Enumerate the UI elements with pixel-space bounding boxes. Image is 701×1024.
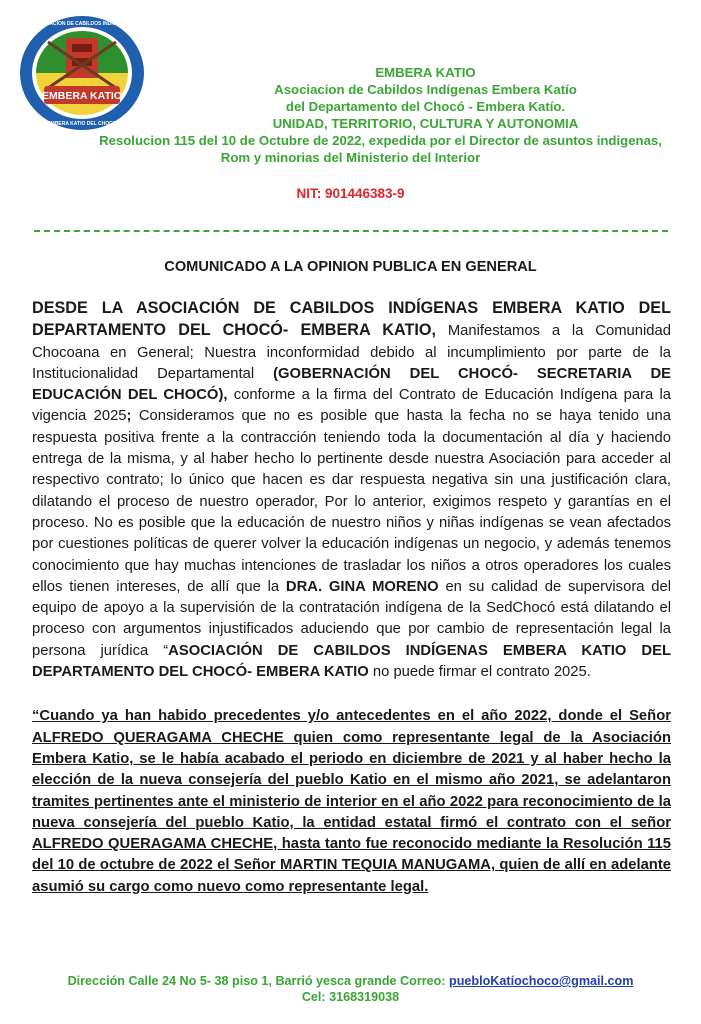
header-department: del Departamento del Chocó - Embera Katío.: [285, 99, 566, 114]
svg-text:EMBERA KATIO: EMBERA KATIO: [42, 90, 122, 102]
header-motto: UNIDAD, TERRITORIO, CULTURA Y AUTONOMIA: [272, 116, 579, 131]
header-association: Asociacion de Cabildos Indígenas Embera Katío: [274, 82, 577, 97]
text-segment: conforme a la firma del Contrato de Educación Indígena para la vigencia 2025: [32, 387, 671, 425]
footer-phone: Cel: 3168319038: [301, 990, 400, 1004]
header-ministry: Rom y minorias del Ministerio del Interior: [220, 150, 481, 165]
text-segment: Manifestamos a la Comunidad Chocoana en General; Nuestra inconformidad debido al incumplimiento por parte de la Institucionalidad Departamental: [32, 323, 671, 382]
paragraph-complaint: [32, 298, 671, 683]
header-org-name: EMBERA KATIO: [375, 65, 476, 80]
footer-address: Dirección Calle 24 No 5- 38 piso 1, Barrió yesca grande Correo:: [67, 974, 450, 988]
letterhead: [0, 64, 701, 166]
header-resolution: Resolucion 115 del 10 de Octubre de 2022, expedida por el Director de asuntos indigenas,: [99, 133, 662, 148]
svg-text:ASOCIACION DE CABILDOS INDIGEN: ASOCIACION DE CABILDOS INDIGENAS: [33, 21, 131, 27]
footer-address-line: [0, 973, 701, 989]
bold-segment-association: ASOCIACIÓN DE CABILDOS INDÍGENAS EMBERA KATIO DEL DEPARTAMENTO DEL CHOCÓ- EMBERA KATIO: [32, 642, 671, 681]
footer: [0, 973, 701, 1005]
bold-segment-name: DRA. GINA MORENO: [285, 578, 439, 595]
document-title: COMUNICADO A LA OPINION PUBLICA EN GENERAL: [164, 259, 537, 275]
text-segment: en su calidad de supervisora del equipo de apoyo a la supervisión de la contratación indígena de la SedChocó está dilatando el proceso con argumentos injustificados aduciendo que por cambio de representación legal la persona jurídica “: [32, 578, 671, 659]
bold-semicolon: ;: [126, 408, 132, 425]
nit-number: NIT: 901446383-9: [296, 186, 405, 201]
svg-text:EMBERA KATIO DEL CHOCO: EMBERA KATIO DEL CHOCO: [47, 121, 117, 127]
paragraph-precedent: “Cuando ya han habido precedentes y/o antecedentes en el año 2022, donde el Señor ALFREDO QUERAGAMA CHECHE quien como representante legal de la Asociación Embera Katio, se le había acabado el periodo en diciembre de 2021 y al haber hecho la elección de la nueva consejería del pueblo Katio en el mismo año 2021, se adelantaron tramites pertinentes ante el ministerio de interior en el año 2022 para reconocimiento de la nueva consejería del pueblo Katio, la entidad estatal firmó el contrato con el señor ALFREDO QUERAGAMA CHECHE, hasta tanto fue reconocido mediante la Resolución 115 del 10 de octubre de 2022 el Señor MARTIN TEQUIA MANUGAMA, quien de allí en adelante asumió su cargo como nuevo como representante legal.: [32, 708, 671, 895]
header-divider: [34, 230, 668, 232]
text-segment: Consideramos que no es posible que hasta la fecha no se haya tenido una respuesta positiva frente a la contracción teniendo toda la documentación al día y haciendo entrega de la misma, y al haber hecho lo pertinente desde nuestra Asociación para acceder al respectivo contrato; lo único que hacen es dar respuesta negativa sin una justificación clara, dilatando el proceso de nuestro operador, Por lo anterior, exigimos respeto y garantías en el proceso. No es posible que la educación de nuestro niños y niñas indígenas se vean afectados por cuestiones políticas de querer volver la educación indígenas un negocio, y además tenemos conocimiento que hay muchas intenciones de trasladar los niños a otros operadores los cuales ellos tienen intereses, de allí que la: [32, 408, 671, 595]
bold-segment-gobernacion: (GOBERNACIÓN DEL CHOCÓ- SECRETARIA DE EDUCACIÓN DEL CHOCÓ),: [32, 365, 672, 404]
footer-email-link[interactable]: puebloKatíochoco@gmail.com: [449, 974, 634, 988]
document-body: [32, 298, 671, 898]
text-segment: no puede firmar el contrato 2025.: [368, 664, 591, 681]
paragraph-lead: DESDE LA ASOCIACIÓN DE CABILDOS INDÍGENAS EMBERA KATIO DEL DEPARTAMENTO DEL CHOCÓ- EMBERA KATIO,: [32, 299, 671, 340]
